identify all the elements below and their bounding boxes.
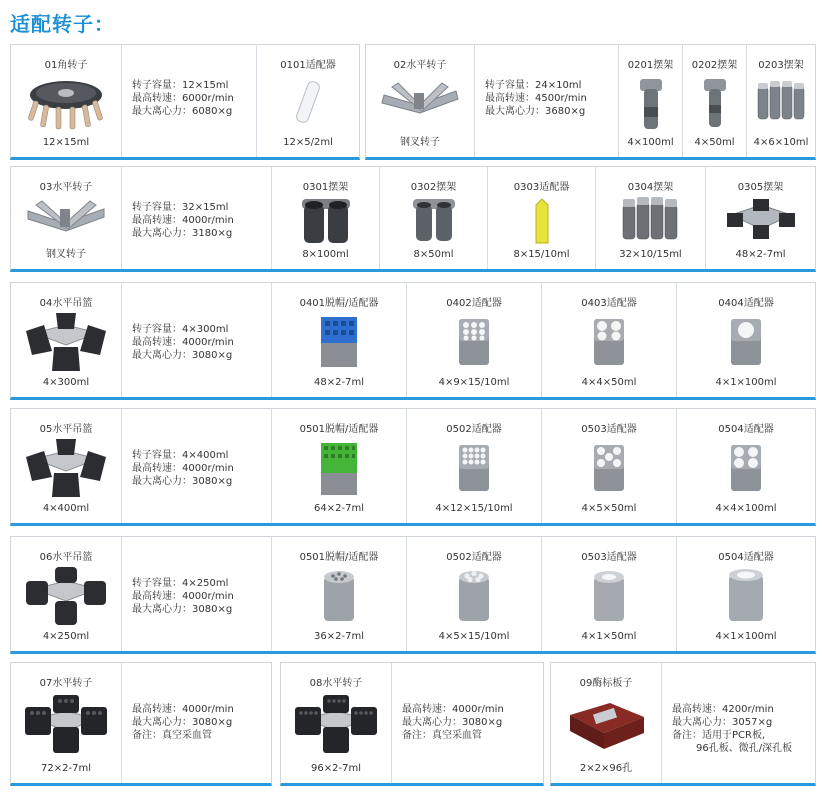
rotor-capacity: 96×2-7ml (311, 763, 361, 774)
adapter-name: 0501脱帽/适配器 (299, 424, 379, 435)
adapter-name: 0503适配器 (581, 424, 637, 435)
spec-speed: 最高转速：4000r/min (132, 337, 234, 348)
bucket-name: 0304摆架 (627, 182, 674, 193)
rotor-specs-cell (121, 409, 271, 523)
rotor-specs-cell (121, 167, 271, 269)
bucket-cell (705, 167, 815, 269)
blue-tip-adapter-image (319, 315, 359, 369)
page-title: 适配转子： (10, 12, 115, 36)
rotor-cell (11, 45, 121, 157)
single-hole-adapter-image (729, 317, 763, 367)
rotor-capacity: 钢叉转子 (46, 249, 86, 260)
adapter-name: 0402适配器 (446, 298, 502, 309)
double-bucket-image (298, 195, 354, 245)
spec-capacity: 转子容量：4×400ml (132, 450, 229, 461)
rotor-name: 07水平转子 (39, 678, 93, 689)
bucket-name: 0203摆架 (758, 60, 804, 71)
rotor-capacity: 12×15ml (42, 137, 90, 148)
bucket-capacity: 4×6×10ml (753, 137, 809, 148)
spec-capacity: 转子容量：4×250ml (132, 578, 229, 589)
adapter-cell (406, 283, 541, 397)
spec-note: 备注：真空采血管 (132, 730, 212, 741)
bucket-name: 0201摆架 (627, 60, 674, 71)
rotor-card-03 (10, 166, 816, 272)
spec-force: 最大离心力：3057×g (672, 717, 773, 728)
spec-force: 最大离心力：3080×g (402, 717, 503, 728)
rotor-capacity: 钢叉转子 (400, 137, 440, 148)
round-five-hole-adapter-image (457, 569, 491, 623)
row-1 (10, 44, 816, 160)
spec-speed: 最高转速：6000r/min (132, 93, 234, 104)
adapter-cell (256, 45, 359, 157)
nine-hole-adapter-image (457, 317, 491, 367)
rotor-card-04 (10, 282, 816, 400)
adapter-capacity: 12×5/2ml (283, 137, 333, 148)
adapter-capacity: 4×4×50ml (581, 377, 637, 388)
row-2 (10, 166, 816, 272)
four-hole-adapter-image (592, 317, 626, 367)
rotor-specs-cell (121, 283, 271, 397)
row-3 (10, 282, 816, 400)
basket-rotor-image (24, 565, 108, 627)
row-4 (10, 408, 816, 526)
bucket-cell (682, 45, 746, 157)
adapter-name: 0101适配器 (280, 60, 336, 71)
rotor-card-09 (550, 662, 816, 786)
adapter-capacity: 4×9×15/10ml (438, 377, 510, 388)
rotor-cell (11, 167, 121, 269)
round-single-adapter-image (727, 567, 765, 623)
adapter-cell (406, 537, 541, 651)
adapter-capacity: 4×5×50ml (581, 503, 637, 514)
bucket-name: 0302摆架 (410, 182, 457, 193)
round-multi-adapter-image (322, 569, 356, 623)
spec-force: 最大离心力：3080×g (132, 350, 233, 361)
adapter-capacity: 4×1×100ml (715, 631, 777, 642)
rotor-cell (11, 537, 121, 651)
rotor-card-08 (280, 662, 544, 786)
adapter-capacity: 48×2-7ml (314, 377, 364, 388)
spec-force: 最大离心力：3680×g (485, 106, 586, 117)
adapter-cell (541, 283, 676, 397)
rotor-capacity: 4×250ml (42, 631, 90, 642)
spec-force: 最大离心力：6080×g (132, 106, 233, 117)
bucket-cell (618, 45, 682, 157)
bucket-name: 0305摆架 (737, 182, 784, 193)
rotor-cell (281, 663, 391, 783)
rotor-cell (11, 283, 121, 397)
rotor-cell (11, 663, 121, 783)
rotor-name: 06水平吊篮 (39, 552, 93, 563)
adapter-name: 0303适配器 (513, 182, 570, 193)
double-bucket-image (409, 195, 459, 245)
adapter-capacity: 4×1×50ml (581, 631, 637, 642)
adapter-cell (487, 167, 595, 269)
row-6 (10, 662, 816, 786)
rotor-cell (551, 663, 661, 783)
twelve-hole-adapter-image (457, 443, 491, 493)
rotor-cell (366, 45, 474, 157)
adapter-name: 0502适配器 (446, 552, 502, 563)
adapter-capacity: 4×12×15/10ml (435, 503, 513, 514)
spec-capacity: 转子容量：4×300ml (132, 324, 229, 335)
spec-speed: 最高转速：4000r/min (132, 463, 234, 474)
spec-force: 最大离心力：3080×g (132, 604, 233, 615)
rotor-capacity: 72×2-7ml (41, 763, 91, 774)
rotor-card-02 (365, 44, 816, 160)
bucket-capacity: 8×50ml (413, 249, 454, 260)
swing-rotor-image (378, 77, 462, 123)
adapter-capacity: 64×2-7ml (314, 503, 364, 514)
spec-force: 最大离心力：3080×g (132, 717, 233, 728)
bucket-capacity: 8×100ml (302, 249, 349, 260)
bucket-capacity: 4×100ml (627, 137, 674, 148)
adapter-capacity: 36×2-7ml (314, 631, 364, 642)
adapter-cell (271, 537, 406, 651)
round-single-adapter-image (592, 569, 626, 623)
adapter-cell (271, 409, 406, 523)
adapter-name: 0401脱帽/适配器 (299, 298, 379, 309)
swing-rotor-image (24, 197, 108, 241)
bucket-name: 0202摆架 (691, 60, 738, 71)
tube-rotor-image (23, 693, 109, 755)
rotor-specs-cell (661, 663, 815, 783)
adapter-name: 0503适配器 (581, 552, 637, 563)
bucket-set-image (756, 79, 806, 127)
adapter-name: 0504适配器 (718, 424, 774, 435)
bucket-image (636, 77, 666, 133)
rotor-name: 01角转子 (44, 60, 88, 71)
rotor-specs-cell (121, 663, 271, 783)
row-5 (10, 536, 816, 654)
adapter-cell (406, 409, 541, 523)
rotor-name: 05水平吊篮 (39, 424, 93, 435)
spec-speed: 最高转速：4000r/min (132, 591, 234, 602)
spec-speed: 最高转速：4200r/min (672, 704, 774, 715)
adapter-cell (541, 537, 676, 651)
plate-rotor-image (564, 693, 648, 753)
spec-capacity: 转子容量：12×15ml (132, 80, 229, 91)
rotor-name: 02水平转子 (393, 60, 447, 71)
angle-rotor-image (26, 73, 106, 133)
spec-force: 最大离心力：3080×g (132, 476, 233, 487)
tube-adapter-image (288, 77, 328, 132)
bucket-cell (746, 45, 815, 157)
adapter-name: 0403适配器 (581, 298, 637, 309)
adapter-name: 0504适配器 (718, 552, 774, 563)
cross-rack-image (725, 195, 797, 243)
basket-rotor-image (24, 437, 108, 499)
rotor-name: 03水平转子 (39, 182, 93, 193)
bucket-capacity: 4×50ml (694, 137, 735, 148)
yellow-adapter-image (530, 197, 554, 247)
adapter-name: 0501脱帽/适配器 (299, 552, 379, 563)
bucket-capacity: 48×2-7ml (735, 249, 786, 260)
multi-bucket-image (619, 195, 683, 245)
bucket-cell (271, 167, 379, 269)
rotor-name: 09酶标板子 (579, 678, 633, 689)
adapter-cell (676, 409, 815, 523)
bucket-image (700, 77, 730, 133)
spec-note: 备注：真空采血管 (402, 730, 482, 741)
spec-speed: 最高转速：4000r/min (132, 215, 234, 226)
green-tip-adapter-image (319, 441, 359, 497)
rotor-card-05 (10, 408, 816, 526)
adapter-name: 0502适配器 (446, 424, 502, 435)
spec-capacity: 转子容量：32×15ml (132, 202, 229, 213)
adapter-cell (271, 283, 406, 397)
rotor-specs-cell (474, 45, 618, 157)
rotor-specs-cell (121, 537, 271, 651)
adapter-capacity: 8×15/10ml (513, 249, 570, 260)
rotor-specs-cell (121, 45, 256, 157)
five-hole-adapter-image (592, 443, 626, 493)
rotor-capacity: 4×400ml (42, 503, 90, 514)
spec-speed: 最高转速：4500r/min (485, 93, 587, 104)
spec-note-continued: 96孔板、微孔/深孔板 (696, 743, 793, 754)
adapter-cell (541, 409, 676, 523)
rotor-name: 08水平转子 (309, 678, 363, 689)
rotor-name: 04水平吊篮 (39, 298, 93, 309)
adapter-name: 0404适配器 (718, 298, 774, 309)
bucket-name: 0301摆架 (302, 182, 349, 193)
spec-note: 备注：适用于PCR板, (672, 730, 766, 741)
adapter-capacity: 4×5×15/10ml (438, 631, 510, 642)
basket-rotor-image (24, 311, 108, 373)
rotor-specs-cell (391, 663, 543, 783)
bucket-cell (379, 167, 487, 269)
rotor-capacity: 2×2×96孔 (579, 763, 633, 774)
tube-rotor-image (293, 693, 379, 755)
adapter-cell (676, 283, 815, 397)
spec-speed: 最高转速：4000r/min (132, 704, 234, 715)
spec-speed: 最高转速：4000r/min (402, 704, 504, 715)
rotor-card-07 (10, 662, 272, 786)
adapter-cell (676, 537, 815, 651)
rotor-capacity: 4×300ml (42, 377, 90, 388)
spec-force: 最大离心力：3180×g (132, 228, 233, 239)
adapter-capacity: 4×4×100ml (715, 503, 777, 514)
adapter-capacity: 4×1×100ml (715, 377, 777, 388)
four-hole-adapter-image (729, 443, 763, 493)
rotor-cell (11, 409, 121, 523)
rotor-card-06 (10, 536, 816, 654)
bucket-capacity: 32×10/15ml (619, 249, 682, 260)
rotor-card-01 (10, 44, 360, 160)
bucket-cell (595, 167, 705, 269)
spec-capacity: 转子容量：24×10ml (485, 80, 582, 91)
